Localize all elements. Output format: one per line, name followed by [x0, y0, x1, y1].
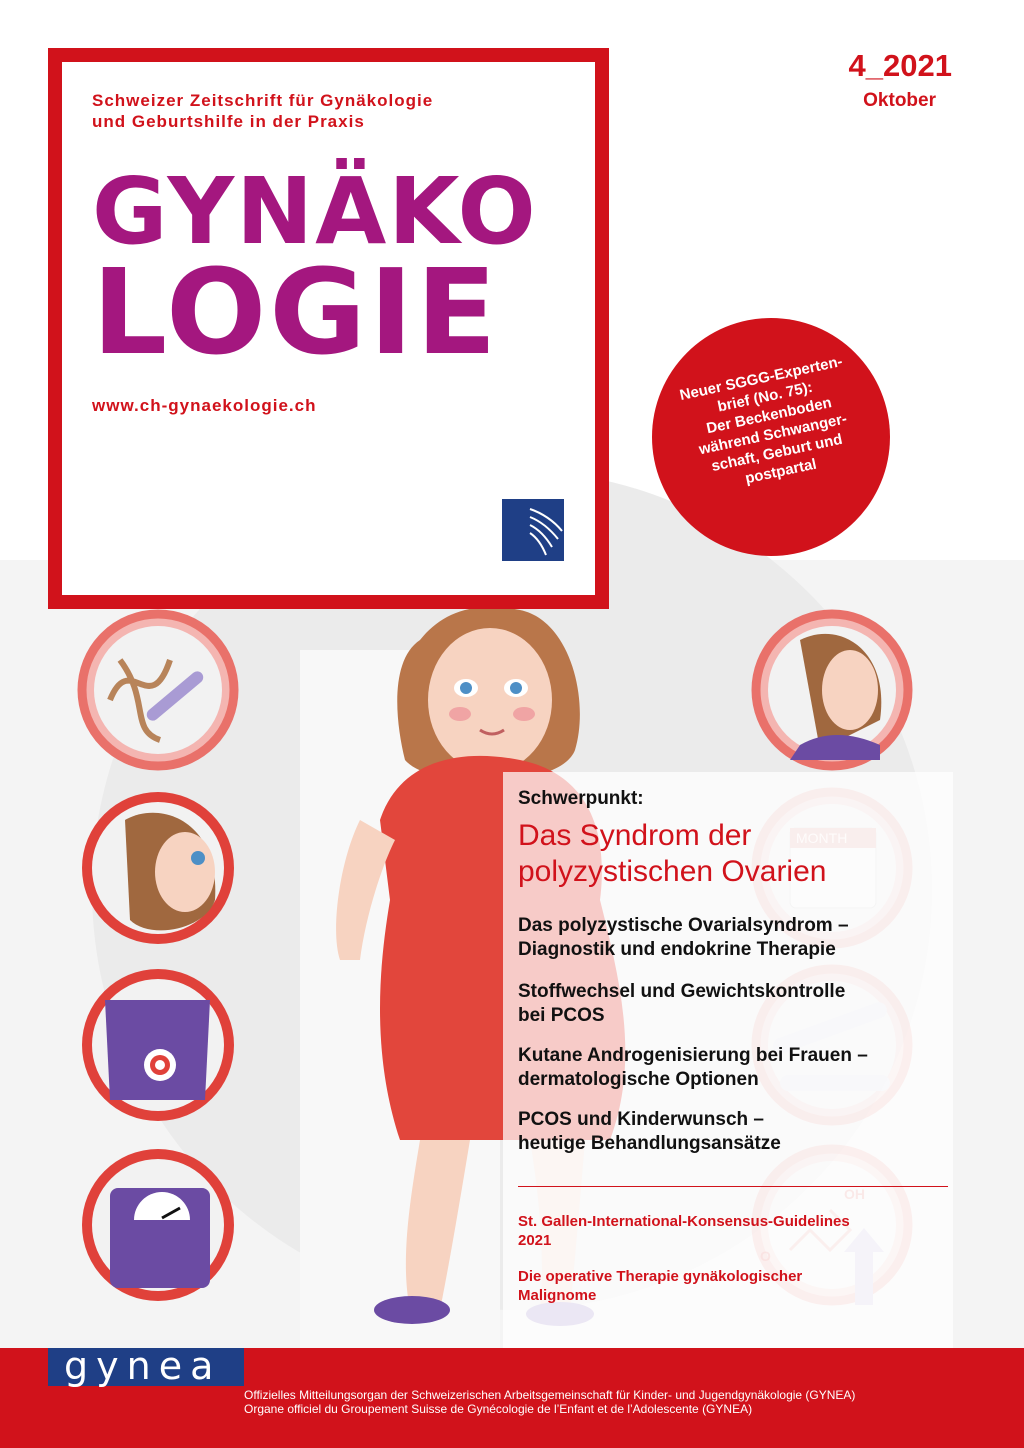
footer-line-1: Offizielles Mitteilungsorgan der Schweizerischen Arbeitsgemeinschaft für Kinder- und Jugendgynäkologie (GYNEA): [244, 1388, 856, 1402]
journal-subtitle-line1: Schweizer Zeitschrift für Gynäkologie: [92, 91, 434, 110]
article-3: Kutane Androgenisierung bei Frauen – dermatologische Optionen: [518, 1045, 868, 1090]
hair-loss-circle: [82, 614, 234, 766]
other-topic-2: Die operative Therapie gynäkologischer Malignome: [518, 1268, 803, 1304]
news-badge: [652, 318, 890, 556]
journal-subtitle: [92, 90, 572, 132]
journal-title-line2: LOGIE: [92, 243, 500, 381]
journal-subtitle-line2: und Geburtshilfe in der Praxis: [92, 112, 365, 131]
news-badge-text: Neuer SGGG-Experten- brief (No. 75): Der Beckenboden während Schwanger- schaft, Geburt und postpartal: [678, 352, 849, 488]
abdominal-pain-circle: [82, 969, 234, 1121]
content-divider: [518, 1186, 948, 1187]
other-topic-1: St. Gallen-International-Konsensus-Guidelines 2021: [518, 1213, 850, 1249]
acne-circle: [756, 614, 908, 766]
issue-number: 4_2021: [848, 48, 952, 83]
issue-month: Oktober: [863, 90, 936, 111]
scale-circle: [82, 1149, 234, 1301]
gynea-logo: [48, 1344, 244, 1388]
journal-url[interactable]: www.ch-gynaekologie.ch: [92, 396, 317, 415]
face-circle: [82, 792, 234, 944]
feature-title: Das Syndrom der polyzystischen Ovarien: [518, 819, 827, 888]
gynea-logo-text: gynea: [64, 1344, 222, 1388]
masthead: [48, 48, 609, 609]
publisher-logo: [502, 499, 564, 561]
footer-line-2: Organe officiel du Groupement Suisse de Gynécologie de l’Enfant et de l’Adolescente (GYNEA): [244, 1402, 753, 1416]
article-1: Das polyzystische Ovarialsyndrom – Diagnostik und endokrine Therapie: [518, 915, 849, 960]
journal-title-line1: GYNÄKO: [92, 158, 538, 265]
section-label: Schwerpunkt:: [518, 788, 644, 809]
article-4: PCOS und Kinderwunsch – heutige Behandlungsansätze: [518, 1109, 781, 1154]
publisher-logo-icon: [502, 499, 564, 561]
article-2: Stoffwechsel und Gewichtskontrolle bei PCOS: [518, 981, 846, 1026]
